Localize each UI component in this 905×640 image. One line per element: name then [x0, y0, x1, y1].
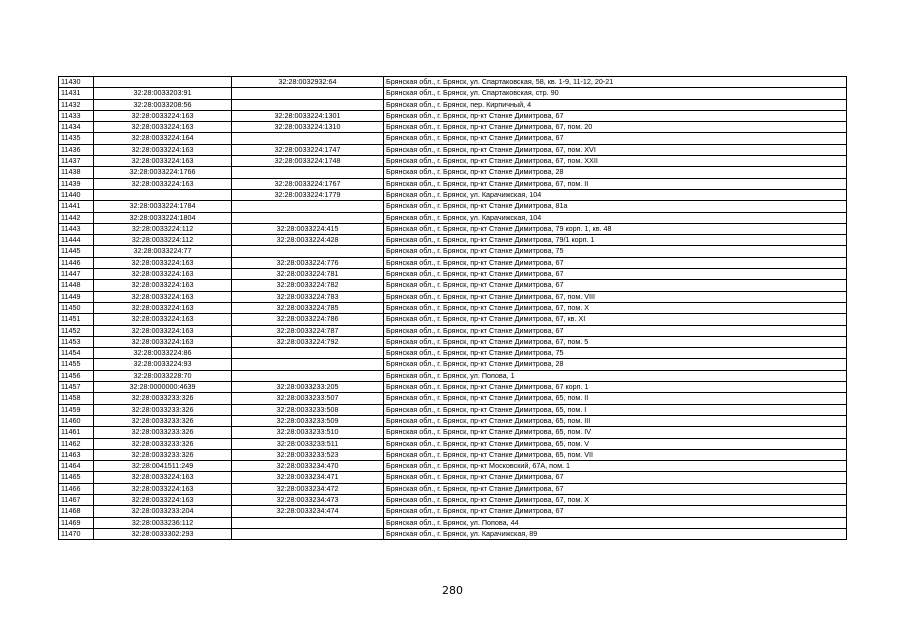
- row-number-cell: 11437: [59, 156, 94, 167]
- row-number-cell: 11458: [59, 393, 94, 404]
- table-row: [59, 393, 847, 404]
- row-number-cell: 11456: [59, 370, 94, 381]
- parcel-cadastral-cell: 32:28:0033224:163: [94, 302, 232, 313]
- table-row: [59, 382, 847, 393]
- row-number-cell: 11445: [59, 246, 94, 257]
- address-cell: Брянская обл., г. Брянск, пр-кт Станке Димитрова, 67, пом. 5: [384, 336, 847, 347]
- table-row: [59, 325, 847, 336]
- row-number-cell: 11436: [59, 144, 94, 155]
- table-row: [59, 427, 847, 438]
- object-cadastral-cell: 32:28:0033233:205: [232, 382, 384, 393]
- address-cell: Брянская обл., г. Брянск, пер. Кирпичный, 4: [384, 99, 847, 110]
- table-row: [59, 167, 847, 178]
- address-cell: Брянская обл., г. Брянск, пр-кт Станке Димитрова, 67, пом. XXII: [384, 156, 847, 167]
- address-cell: Брянская обл., г. Брянск, ул. Карачижская, 104: [384, 189, 847, 200]
- table-row: [59, 280, 847, 291]
- address-cell: Брянская обл., г. Брянск, пр-кт Станке Димитрова, 65, пом. I: [384, 404, 847, 415]
- table-row: [59, 246, 847, 257]
- table-row: [59, 178, 847, 189]
- parcel-cadastral-cell: 32:28:0033224:163: [94, 291, 232, 302]
- table-row: [59, 483, 847, 494]
- table-row: [59, 110, 847, 121]
- row-number-cell: 11467: [59, 494, 94, 505]
- object-cadastral-cell: 32:28:0033233:508: [232, 404, 384, 415]
- object-cadastral-cell: 32:28:0033233:509: [232, 415, 384, 426]
- object-cadastral-cell: 32:28:0033234:470: [232, 461, 384, 472]
- parcel-cadastral-cell: 32:28:0033233:326: [94, 404, 232, 415]
- address-cell: Брянская обл., г. Брянск, ул. Попова, 44: [384, 517, 847, 528]
- table-row: [59, 99, 847, 110]
- table-row: [59, 156, 847, 167]
- row-number-cell: 11440: [59, 189, 94, 200]
- address-cell: Брянская обл., г. Брянск, пр-кт Станке Димитрова, 67: [384, 257, 847, 268]
- row-number-cell: 11464: [59, 461, 94, 472]
- object-cadastral-cell: 32:28:0033233:510: [232, 427, 384, 438]
- row-number-cell: 11448: [59, 280, 94, 291]
- table-row: [59, 201, 847, 212]
- object-cadastral-cell: 32:28:0033224:787: [232, 325, 384, 336]
- object-cadastral-cell: 32:28:0033224:783: [232, 291, 384, 302]
- row-number-cell: 11433: [59, 110, 94, 121]
- address-cell: Брянская обл., г. Брянск, пр-кт Станке Димитрова, 67, пом. XVI: [384, 144, 847, 155]
- table-row: [59, 404, 847, 415]
- object-cadastral-cell: 32:28:0033224:1310: [232, 122, 384, 133]
- table-row: [59, 370, 847, 381]
- object-cadastral-cell: 32:28:0033224:792: [232, 336, 384, 347]
- object-cadastral-cell: 32:28:0033233:523: [232, 449, 384, 460]
- row-number-cell: 11463: [59, 449, 94, 460]
- registry-table: [58, 76, 847, 540]
- row-number-cell: 11430: [59, 77, 94, 88]
- parcel-cadastral-cell: 32:28:0033224:163: [94, 122, 232, 133]
- parcel-cadastral-cell: 32:28:0033233:326: [94, 438, 232, 449]
- object-cadastral-cell: [232, 88, 384, 99]
- row-number-cell: 11457: [59, 382, 94, 393]
- object-cadastral-cell: 32:28:0033224:781: [232, 269, 384, 280]
- address-cell: Брянская обл., г. Брянск, пр-кт Станке Димитрова, 67: [384, 269, 847, 280]
- address-cell: Брянская обл., г. Брянск, пр-кт Станке Димитрова, 28: [384, 167, 847, 178]
- object-cadastral-cell: 32:28:0033233:507: [232, 393, 384, 404]
- object-cadastral-cell: [232, 517, 384, 528]
- object-cadastral-cell: 32:28:0033224:1767: [232, 178, 384, 189]
- object-cadastral-cell: 32:28:0033234:472: [232, 483, 384, 494]
- parcel-cadastral-cell: 32:28:0033233:326: [94, 427, 232, 438]
- table-row: [59, 257, 847, 268]
- row-number-cell: 11443: [59, 223, 94, 234]
- table-row: [59, 438, 847, 449]
- address-cell: Брянская обл., г. Брянск, пр-кт Станке Димитрова, 65, пом. VII: [384, 449, 847, 460]
- row-number-cell: 11452: [59, 325, 94, 336]
- row-number-cell: 11460: [59, 415, 94, 426]
- parcel-cadastral-cell: 32:28:0033302:293: [94, 528, 232, 539]
- row-number-cell: 11444: [59, 235, 94, 246]
- parcel-cadastral-cell: 32:28:0041511:249: [94, 461, 232, 472]
- table-row: [59, 314, 847, 325]
- parcel-cadastral-cell: 32:28:0033233:326: [94, 393, 232, 404]
- parcel-cadastral-cell: 32:28:0033236:112: [94, 517, 232, 528]
- parcel-cadastral-cell: 32:28:0033224:164: [94, 133, 232, 144]
- page-number: 280: [442, 584, 463, 597]
- row-number-cell: 11469: [59, 517, 94, 528]
- object-cadastral-cell: 32:28:0033224:415: [232, 223, 384, 234]
- object-cadastral-cell: 32:28:0033224:428: [232, 235, 384, 246]
- parcel-cadastral-cell: 32:28:0033224:163: [94, 269, 232, 280]
- parcel-cadastral-cell: 32:28:0033203:91: [94, 88, 232, 99]
- row-number-cell: 11454: [59, 348, 94, 359]
- table-row: [59, 302, 847, 313]
- row-number-cell: 11459: [59, 404, 94, 415]
- address-cell: Брянская обл., г. Брянск, ул. Спартаковская, 58, кв. 1-9, 11-12, 20-21: [384, 77, 847, 88]
- parcel-cadastral-cell: 32:28:0033224:163: [94, 483, 232, 494]
- object-cadastral-cell: 32:28:0033224:782: [232, 280, 384, 291]
- parcel-cadastral-cell: 32:28:0033224:93: [94, 359, 232, 370]
- row-number-cell: 11450: [59, 302, 94, 313]
- address-cell: Брянская обл., г. Брянск, пр-кт Станке Димитрова, 67, пом. II: [384, 178, 847, 189]
- row-number-cell: 11449: [59, 291, 94, 302]
- registry-table-body: [59, 77, 847, 540]
- object-cadastral-cell: 32:28:0033224:1748: [232, 156, 384, 167]
- table-row: [59, 494, 847, 505]
- parcel-cadastral-cell: [94, 189, 232, 200]
- parcel-cadastral-cell: [94, 77, 232, 88]
- table-row: [59, 133, 847, 144]
- row-number-cell: 11434: [59, 122, 94, 133]
- address-cell: Брянская обл., г. Брянск, пр-кт Станке Димитрова, 65, пом. III: [384, 415, 847, 426]
- table-row: [59, 517, 847, 528]
- parcel-cadastral-cell: 32:28:0033224:163: [94, 494, 232, 505]
- row-number-cell: 11438: [59, 167, 94, 178]
- object-cadastral-cell: [232, 370, 384, 381]
- row-number-cell: 11461: [59, 427, 94, 438]
- parcel-cadastral-cell: 32:28:0033224:163: [94, 110, 232, 121]
- address-cell: Брянская обл., г. Брянск, пр-кт Станке Димитрова, 75: [384, 246, 847, 257]
- parcel-cadastral-cell: 32:28:0033224:1766: [94, 167, 232, 178]
- parcel-cadastral-cell: 32:28:0033224:163: [94, 336, 232, 347]
- parcel-cadastral-cell: 32:28:0033224:163: [94, 156, 232, 167]
- row-number-cell: 11465: [59, 472, 94, 483]
- parcel-cadastral-cell: 32:28:0033224:163: [94, 280, 232, 291]
- row-number-cell: 11455: [59, 359, 94, 370]
- object-cadastral-cell: 32:28:0033224:785: [232, 302, 384, 313]
- row-number-cell: 11466: [59, 483, 94, 494]
- parcel-cadastral-cell: 32:28:0033224:112: [94, 235, 232, 246]
- address-cell: Брянская обл., г. Брянск, пр-кт Станке Димитрова, 67: [384, 506, 847, 517]
- parcel-cadastral-cell: 32:28:0033224:163: [94, 314, 232, 325]
- table-row: [59, 269, 847, 280]
- table-row: [59, 336, 847, 347]
- parcel-cadastral-cell: 32:28:0033224:163: [94, 178, 232, 189]
- table-row: [59, 212, 847, 223]
- parcel-cadastral-cell: 32:28:0033228:70: [94, 370, 232, 381]
- table-row: [59, 472, 847, 483]
- row-number-cell: 11441: [59, 201, 94, 212]
- parcel-cadastral-cell: 32:28:0033224:163: [94, 144, 232, 155]
- row-number-cell: 11442: [59, 212, 94, 223]
- table-row: [59, 189, 847, 200]
- address-cell: Брянская обл., г. Брянск, пр-кт Станке Димитрова, 67, пом. X: [384, 302, 847, 313]
- object-cadastral-cell: 32:28:0033234:474: [232, 506, 384, 517]
- object-cadastral-cell: 32:28:0033234:471: [232, 472, 384, 483]
- object-cadastral-cell: [232, 99, 384, 110]
- parcel-cadastral-cell: 32:28:0033233:204: [94, 506, 232, 517]
- parcel-cadastral-cell: 32:28:0033224:86: [94, 348, 232, 359]
- parcel-cadastral-cell: 32:28:0033224:1784: [94, 201, 232, 212]
- parcel-cadastral-cell: 32:28:0033233:326: [94, 449, 232, 460]
- object-cadastral-cell: 32:28:0033234:473: [232, 494, 384, 505]
- address-cell: Брянская обл., г. Брянск, пр-кт Станке Димитрова, 28: [384, 359, 847, 370]
- address-cell: Брянская обл., г. Брянск, пр-кт Станке Димитрова, 67: [384, 325, 847, 336]
- table-row: [59, 359, 847, 370]
- row-number-cell: 11432: [59, 99, 94, 110]
- row-number-cell: 11446: [59, 257, 94, 268]
- object-cadastral-cell: 32:28:0033224:1779: [232, 189, 384, 200]
- object-cadastral-cell: 32:28:0032932:64: [232, 77, 384, 88]
- row-number-cell: 11435: [59, 133, 94, 144]
- object-cadastral-cell: [232, 212, 384, 223]
- address-cell: Брянская обл., г. Брянск, пр-кт Станке Димитрова, 67: [384, 133, 847, 144]
- address-cell: Брянская обл., г. Брянск, пр-кт Станке Димитрова, 67: [384, 472, 847, 483]
- object-cadastral-cell: [232, 201, 384, 212]
- table-row: [59, 461, 847, 472]
- address-cell: Брянская обл., г. Брянск, пр-кт Станке Димитрова, 65, пом. IV: [384, 427, 847, 438]
- address-cell: Брянская обл., г. Брянск, пр-кт Станке Димитрова, 67: [384, 110, 847, 121]
- address-cell: Брянская обл., г. Брянск, пр-кт Станке Димитрова, 67, пом. X: [384, 494, 847, 505]
- parcel-cadastral-cell: 32:28:0033224:77: [94, 246, 232, 257]
- address-cell: Брянская обл., г. Брянск, пр-кт Станке Димитрова, 79/1 корп. 1: [384, 235, 847, 246]
- table-row: [59, 528, 847, 539]
- address-cell: Брянская обл., г. Брянск, пр-кт Станке Димитрова, 67: [384, 483, 847, 494]
- parcel-cadastral-cell: 32:28:0033224:112: [94, 223, 232, 234]
- address-cell: Брянская обл., г. Брянск, ул. Карачижская, 104: [384, 212, 847, 223]
- address-cell: Брянская обл., г. Брянск, ул. Карачижская, 89: [384, 528, 847, 539]
- table-row: [59, 122, 847, 133]
- address-cell: Брянская обл., г. Брянск, пр-кт Московский, 67А, пом. 1: [384, 461, 847, 472]
- row-number-cell: 11447: [59, 269, 94, 280]
- object-cadastral-cell: [232, 359, 384, 370]
- parcel-cadastral-cell: 32:28:0033233:326: [94, 415, 232, 426]
- address-cell: Брянская обл., г. Брянск, пр-кт Станке Димитрова, 67 корп. 1: [384, 382, 847, 393]
- object-cadastral-cell: [232, 167, 384, 178]
- address-cell: Брянская обл., г. Брянск, пр-кт Станке Димитрова, 75: [384, 348, 847, 359]
- object-cadastral-cell: [232, 246, 384, 257]
- row-number-cell: 11470: [59, 528, 94, 539]
- table-row: [59, 223, 847, 234]
- object-cadastral-cell: [232, 528, 384, 539]
- address-cell: Брянская обл., г. Брянск, ул. Спартаковская, стр. 90: [384, 88, 847, 99]
- address-cell: Брянская обл., г. Брянск, пр-кт Станке Димитрова, 67, кв. XI: [384, 314, 847, 325]
- row-number-cell: 11451: [59, 314, 94, 325]
- parcel-cadastral-cell: 32:28:0033208:56: [94, 99, 232, 110]
- table-row: [59, 235, 847, 246]
- object-cadastral-cell: [232, 133, 384, 144]
- object-cadastral-cell: [232, 348, 384, 359]
- address-cell: Брянская обл., г. Брянск, пр-кт Станке Димитрова, 67, пом. 20: [384, 122, 847, 133]
- parcel-cadastral-cell: 32:28:0033224:163: [94, 325, 232, 336]
- address-cell: Брянская обл., г. Брянск, ул. Попова, 1: [384, 370, 847, 381]
- row-number-cell: 11453: [59, 336, 94, 347]
- parcel-cadastral-cell: 32:28:0033224:1804: [94, 212, 232, 223]
- address-cell: Брянская обл., г. Брянск, пр-кт Станке Димитрова, 67: [384, 280, 847, 291]
- table-row: [59, 88, 847, 99]
- object-cadastral-cell: 32:28:0033224:786: [232, 314, 384, 325]
- address-cell: Брянская обл., г. Брянск, пр-кт Станке Димитрова, 79 корп. 1, кв. 48: [384, 223, 847, 234]
- parcel-cadastral-cell: 32:28:0033224:163: [94, 257, 232, 268]
- address-cell: Брянская обл., г. Брянск, пр-кт Станке Димитрова, 65, пом. V: [384, 438, 847, 449]
- address-cell: Брянская обл., г. Брянск, пр-кт Станке Димитрова, 81а: [384, 201, 847, 212]
- object-cadastral-cell: 32:28:0033224:1747: [232, 144, 384, 155]
- table-row: [59, 144, 847, 155]
- row-number-cell: 11468: [59, 506, 94, 517]
- table-row: [59, 77, 847, 88]
- address-cell: Брянская обл., г. Брянск, пр-кт Станке Димитрова, 65, пом. II: [384, 393, 847, 404]
- row-number-cell: 11462: [59, 438, 94, 449]
- table-row: [59, 415, 847, 426]
- row-number-cell: 11439: [59, 178, 94, 189]
- table-row: [59, 506, 847, 517]
- row-number-cell: 11431: [59, 88, 94, 99]
- object-cadastral-cell: 32:28:0033224:776: [232, 257, 384, 268]
- object-cadastral-cell: 32:28:0033224:1301: [232, 110, 384, 121]
- table-row: [59, 291, 847, 302]
- address-cell: Брянская обл., г. Брянск, пр-кт Станке Димитрова, 67, пом. VIII: [384, 291, 847, 302]
- table-row: [59, 348, 847, 359]
- table-row: [59, 449, 847, 460]
- parcel-cadastral-cell: 32:28:0000000:4639: [94, 382, 232, 393]
- parcel-cadastral-cell: 32:28:0033224:163: [94, 472, 232, 483]
- object-cadastral-cell: 32:28:0033233:511: [232, 438, 384, 449]
